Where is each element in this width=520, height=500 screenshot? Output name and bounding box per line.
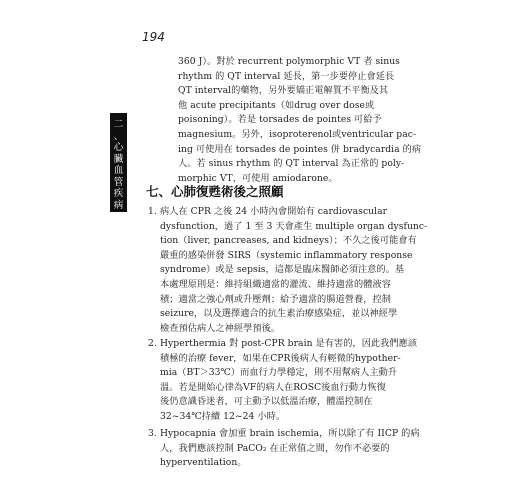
text-line: 人。若 sinus rhythm 的 QT interval 為正常的 poly- (178, 158, 405, 170)
list-item-number: 2. (148, 338, 157, 349)
list-item-body (160, 337, 418, 425)
text-line: rhythm 的 QT interval 延長，第一步要停止會延長 (178, 70, 395, 82)
text-line: QT interval的藥物，另外要矯正電解質不平衡及其 (178, 85, 389, 97)
intro-paragraph (178, 55, 422, 186)
text-line: 人，我們應該控制 PaCO₂ 在正常值之間，勿作不必要的 (160, 442, 390, 454)
text-line: 他 acute precipitants（如drug over dose或 (178, 99, 375, 111)
text-line: poisoning）。若是 torsades de pointes 可給予 (178, 114, 382, 126)
text-line: Hyperthermia 對 post-CPR brain 是有害的，因此我們應該 (160, 338, 418, 349)
text-line: 本處理原則是：維持組織適當的灌流、維持適當的體液容 (160, 278, 391, 290)
text-line: tion（liver, pancreases, and kidneys）；不久之後可能會有 (160, 235, 417, 247)
text-line: mia（BT＞33℃）而血行力學穩定，則不用幫病人主動升 (160, 367, 398, 379)
list-item-body (160, 427, 420, 471)
text-line: 溫。若是開始心律為VF的病人在ROSC後血行動力恢復 (160, 381, 386, 393)
side-tab-char: 臟 (113, 153, 124, 165)
side-tab-char: 二 (113, 119, 124, 130)
page-number: 194 (142, 30, 165, 44)
text-line: 病人在 CPR 之後 24 小時內會開始有 cardiovascular (160, 206, 388, 217)
text-line: dysfunction，過了 1 至 3 天會產生 multiple organ dysfunc- (160, 220, 428, 232)
text-line: 嚴重的感染併發 SIRS（systemic inflammatory response (160, 249, 413, 261)
list-item-number: 3. (148, 428, 157, 439)
text-line: magnesium。另外，isoproterenol或ventricular pac- (178, 128, 417, 140)
chapter-side-tab-text (110, 119, 127, 211)
text-line: 360 J）。對於 recurrent polymorphic VT 者 sinus (178, 56, 400, 67)
chapter-side-tab (110, 113, 127, 212)
side-tab-char: 心 (113, 142, 124, 153)
text-line: ing 可使用在 torsades de pointes 併 bradycardia 的病 (178, 143, 422, 155)
text-line: seizure，以及選擇適合的抗生素治療感染症，並以神經學 (160, 308, 398, 320)
side-tab-char: 疾 (113, 188, 124, 199)
text-line: 32~34℃持續 12~24 小時。 (160, 410, 286, 422)
list-item-body (160, 205, 428, 336)
section-heading: 七、心肺復甦術後之照顧 (146, 184, 284, 199)
text-line: syndrome）或是 sepsis，這都是臨床醫師必須注意的。基 (160, 264, 405, 276)
text-line: Hypocapnia 會加重 brain ischemia，所以除了有 IICP 的病 (160, 428, 420, 439)
text-line: hyperventilation。 (160, 457, 247, 469)
side-tab-char: 管 (113, 176, 124, 188)
side-tab-char: 血 (113, 165, 124, 176)
side-tab-char: 病 (113, 199, 124, 211)
text-line: 檢查預估病人之神經學預後。 (160, 322, 281, 334)
text-line: morphic VT，可使用 amiodarone。 (178, 172, 338, 184)
text-line: 積極的治療 fever，如果在CPR後病人有輕微的hypother- (160, 352, 401, 364)
text-line: 積；適當之強心劑或升壓劑；給予適當的腸道營養，控制 (160, 293, 391, 305)
list-item-number: 1. (148, 206, 157, 217)
text-line: 後仍意識昏迷者，可主動予以低溫治療，體溫控制在 (160, 396, 373, 408)
side-tab-char: 、 (113, 130, 124, 142)
